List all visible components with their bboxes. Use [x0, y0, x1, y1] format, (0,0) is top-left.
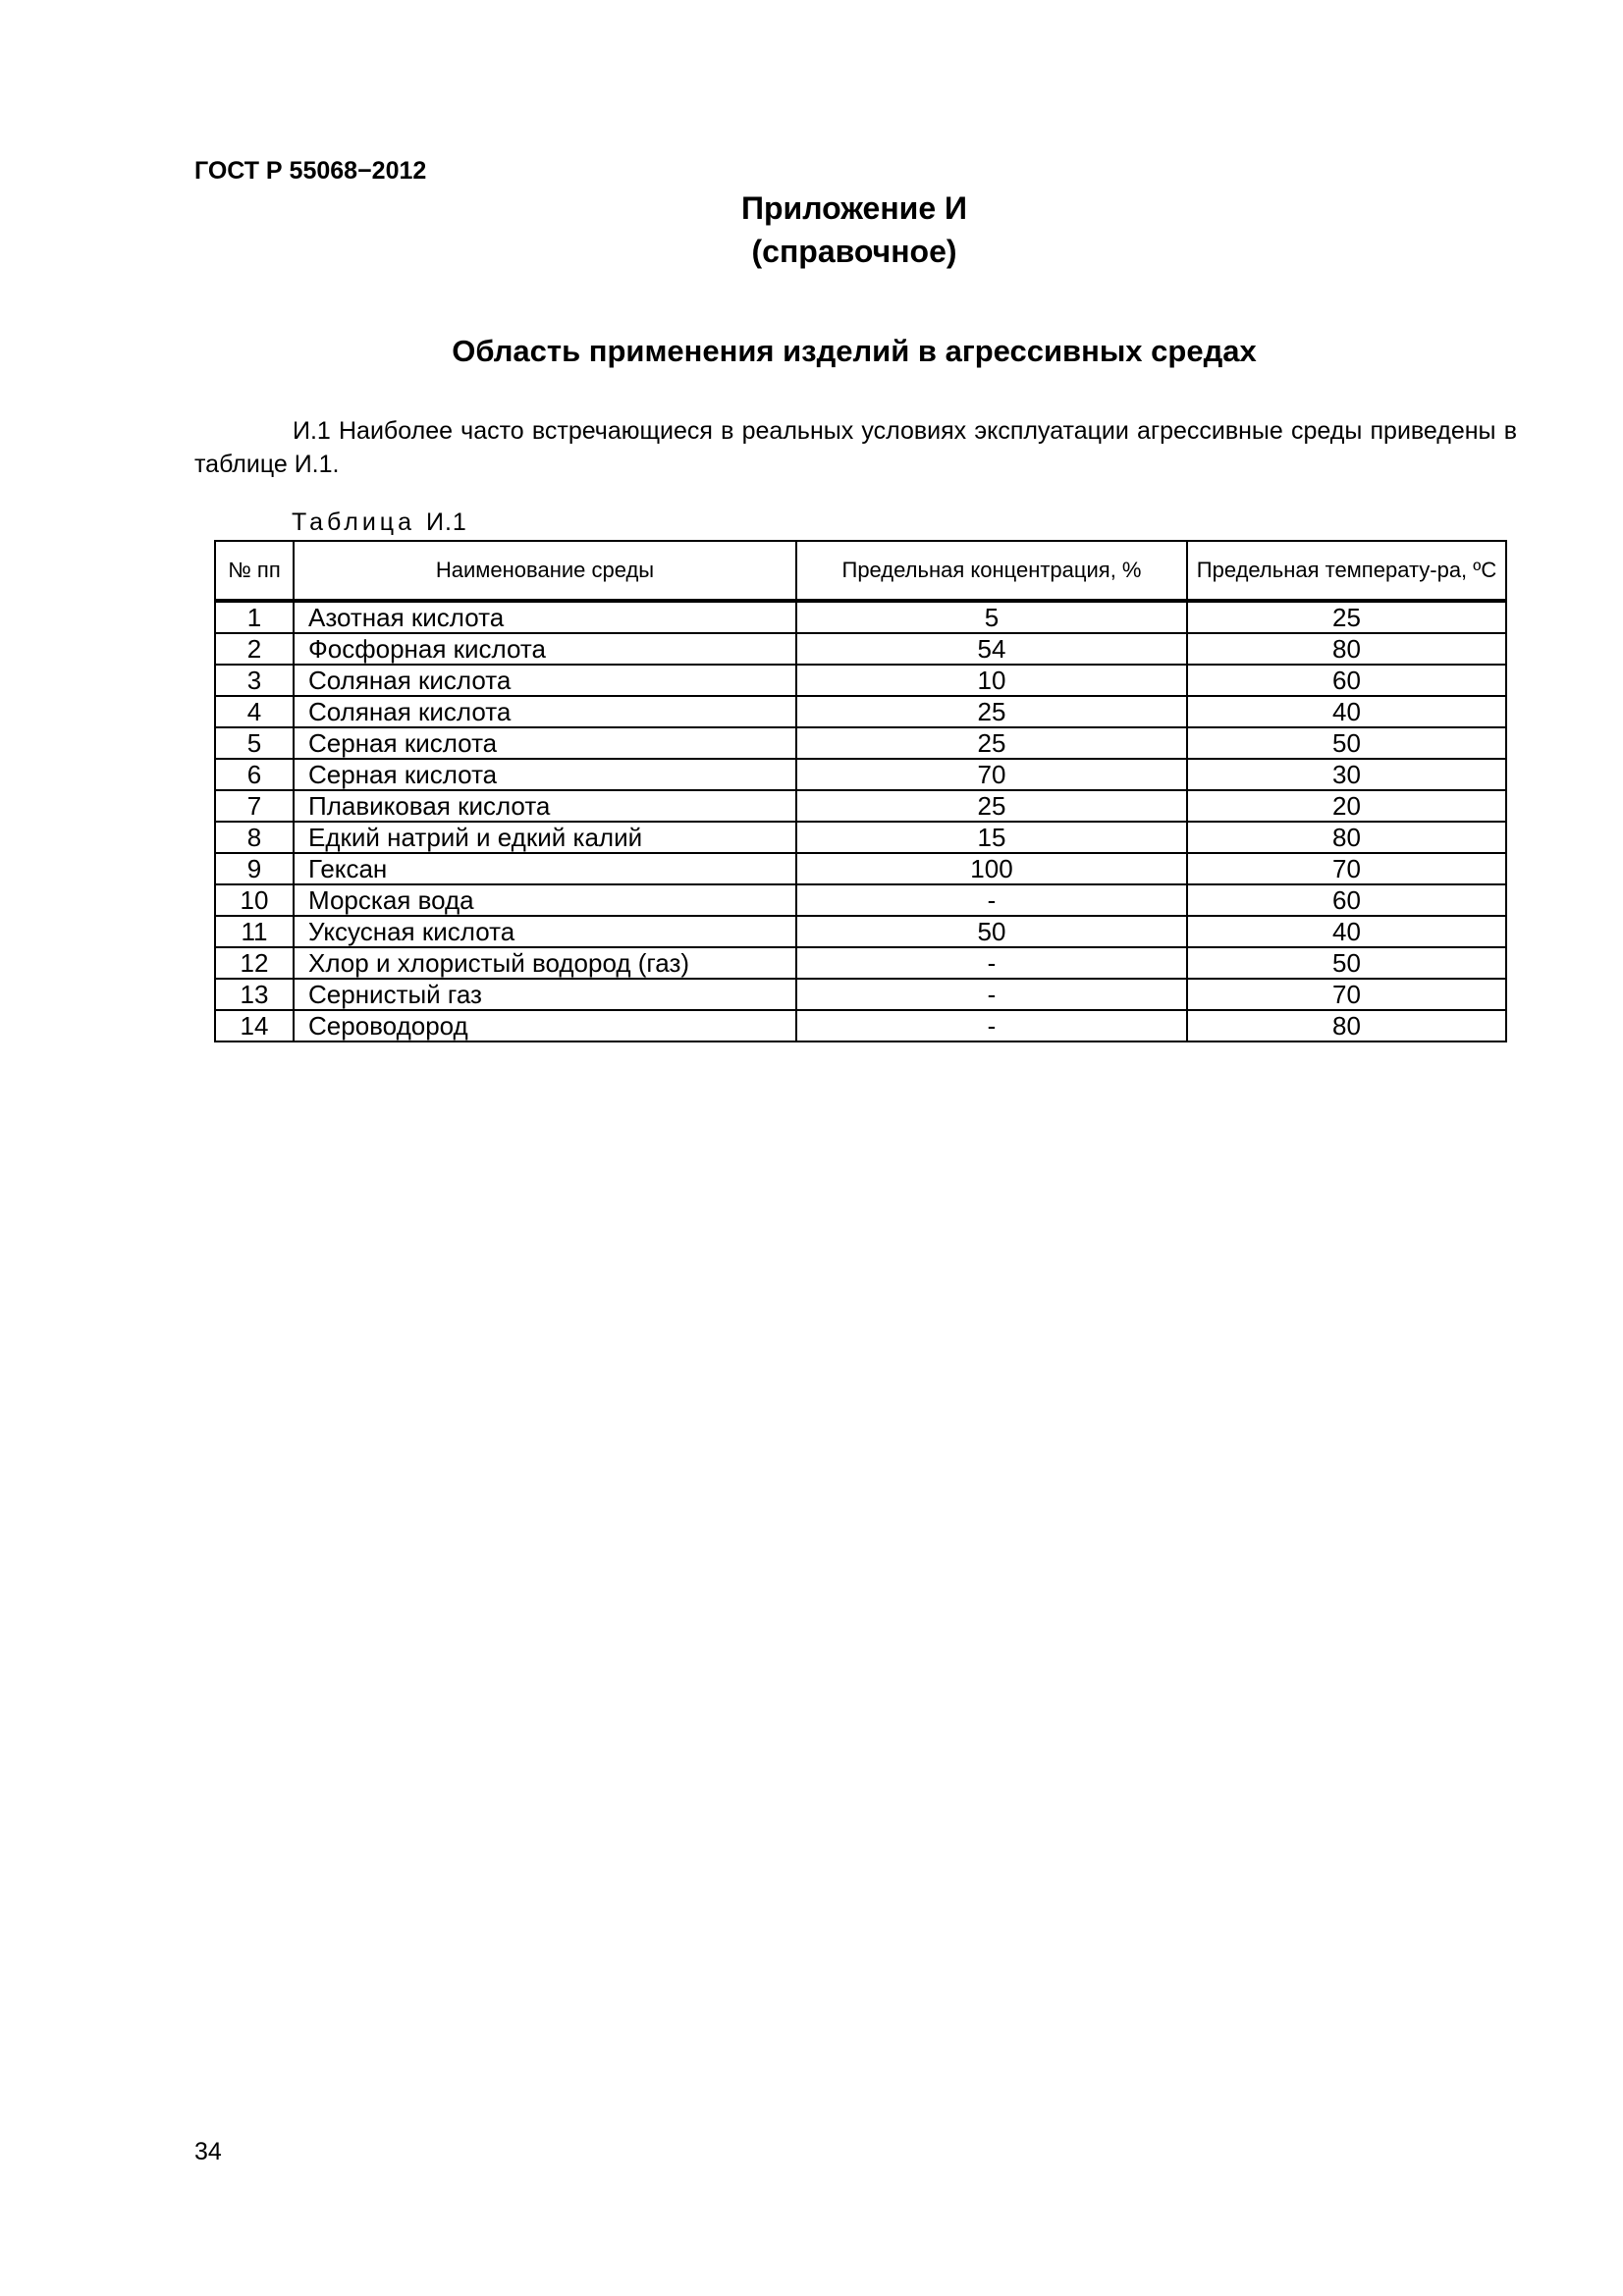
- cell-num: 4: [215, 696, 294, 727]
- table-row: [215, 790, 1506, 822]
- section-title: Область применения изделий в агрессивных средах: [452, 334, 1257, 368]
- cell-name: Едкий натрий и едкий калий: [294, 822, 796, 853]
- header-concentration: Предельная концентрация, %: [796, 541, 1187, 601]
- table-row: [215, 727, 1506, 759]
- cell-num: 5: [215, 727, 294, 759]
- table-caption-label: Таблица: [292, 508, 416, 536]
- table-row: [215, 1010, 1506, 1041]
- cell-concentration: 100: [796, 853, 1187, 884]
- table-row: [215, 696, 1506, 727]
- cell-name: Хлор и хлористый водород (газ): [294, 947, 796, 979]
- cell-num: 7: [215, 790, 294, 822]
- table-row: [215, 759, 1506, 790]
- cell-temperature: 40: [1187, 916, 1506, 947]
- table-row: [215, 853, 1506, 884]
- cell-name: Плавиковая кислота: [294, 790, 796, 822]
- cell-temperature: 40: [1187, 696, 1506, 727]
- cell-temperature: 25: [1187, 601, 1506, 633]
- cell-concentration: 25: [796, 696, 1187, 727]
- cell-concentration: -: [796, 1010, 1187, 1041]
- cell-name: Соляная кислота: [294, 665, 796, 696]
- table-row: [215, 947, 1506, 979]
- cell-concentration: 10: [796, 665, 1187, 696]
- cell-name: Морская вода: [294, 884, 796, 916]
- appendix-title-block: [0, 187, 1623, 273]
- cell-temperature: 70: [1187, 979, 1506, 1010]
- cell-num: 9: [215, 853, 294, 884]
- header-num: № пп: [215, 541, 294, 601]
- cell-name: Фосфорная кислота: [294, 633, 796, 665]
- cell-temperature: 20: [1187, 790, 1506, 822]
- cell-num: 8: [215, 822, 294, 853]
- cell-num: 14: [215, 1010, 294, 1041]
- cell-num: 3: [215, 665, 294, 696]
- cell-temperature: 60: [1187, 884, 1506, 916]
- cell-num: 11: [215, 916, 294, 947]
- cell-name: Гексан: [294, 853, 796, 884]
- cell-temperature: 60: [1187, 665, 1506, 696]
- appendix-subtitle: (справочное): [751, 234, 957, 269]
- cell-concentration: -: [796, 979, 1187, 1010]
- cell-temperature: 70: [1187, 853, 1506, 884]
- cell-temperature: 80: [1187, 633, 1506, 665]
- cell-name: Соляная кислота: [294, 696, 796, 727]
- cell-concentration: 70: [796, 759, 1187, 790]
- cell-temperature: 30: [1187, 759, 1506, 790]
- standard-header: ГОСТ Р 55068−2012: [194, 157, 427, 185]
- cell-concentration: -: [796, 947, 1187, 979]
- intro-paragraph: И.1 Наиболее часто встречающиеся в реальных условиях эксплуатации агрессивные среды приведены в таблице И.1.: [194, 417, 1517, 478]
- cell-num: 6: [215, 759, 294, 790]
- cell-name: Азотная кислота: [294, 601, 796, 633]
- header-name: Наименование среды: [294, 541, 796, 601]
- table-row: [215, 601, 1506, 633]
- table-row: [215, 633, 1506, 665]
- cell-name: Серная кислота: [294, 759, 796, 790]
- page-number: 34: [194, 2138, 222, 2165]
- aggressive-media-table: [214, 540, 1507, 1042]
- cell-concentration: 25: [796, 790, 1187, 822]
- cell-name: Сернистый газ: [294, 979, 796, 1010]
- table-row: [215, 916, 1506, 947]
- cell-concentration: -: [796, 884, 1187, 916]
- cell-concentration: 5: [796, 601, 1187, 633]
- cell-concentration: 50: [796, 916, 1187, 947]
- cell-name: Уксусная кислота: [294, 916, 796, 947]
- table-row: [215, 822, 1506, 853]
- cell-concentration: 54: [796, 633, 1187, 665]
- cell-temperature: 80: [1187, 1010, 1506, 1041]
- cell-num: 1: [215, 601, 294, 633]
- cell-name: Серная кислота: [294, 727, 796, 759]
- cell-name: Сероводород: [294, 1010, 796, 1041]
- cell-concentration: 25: [796, 727, 1187, 759]
- cell-temperature: 50: [1187, 947, 1506, 979]
- table-row: [215, 665, 1506, 696]
- table-row: [215, 884, 1506, 916]
- appendix-title: Приложение И: [741, 190, 967, 226]
- header-temperature: Предельная температу-ра, ºС: [1187, 541, 1506, 601]
- table-caption: [292, 508, 467, 537]
- cell-num: 10: [215, 884, 294, 916]
- cell-concentration: 15: [796, 822, 1187, 853]
- cell-temperature: 80: [1187, 822, 1506, 853]
- table-header-row: [215, 541, 1506, 601]
- cell-num: 13: [215, 979, 294, 1010]
- cell-temperature: 50: [1187, 727, 1506, 759]
- cell-num: 12: [215, 947, 294, 979]
- table-caption-number: И.1: [425, 508, 467, 536]
- table-row: [215, 979, 1506, 1010]
- cell-num: 2: [215, 633, 294, 665]
